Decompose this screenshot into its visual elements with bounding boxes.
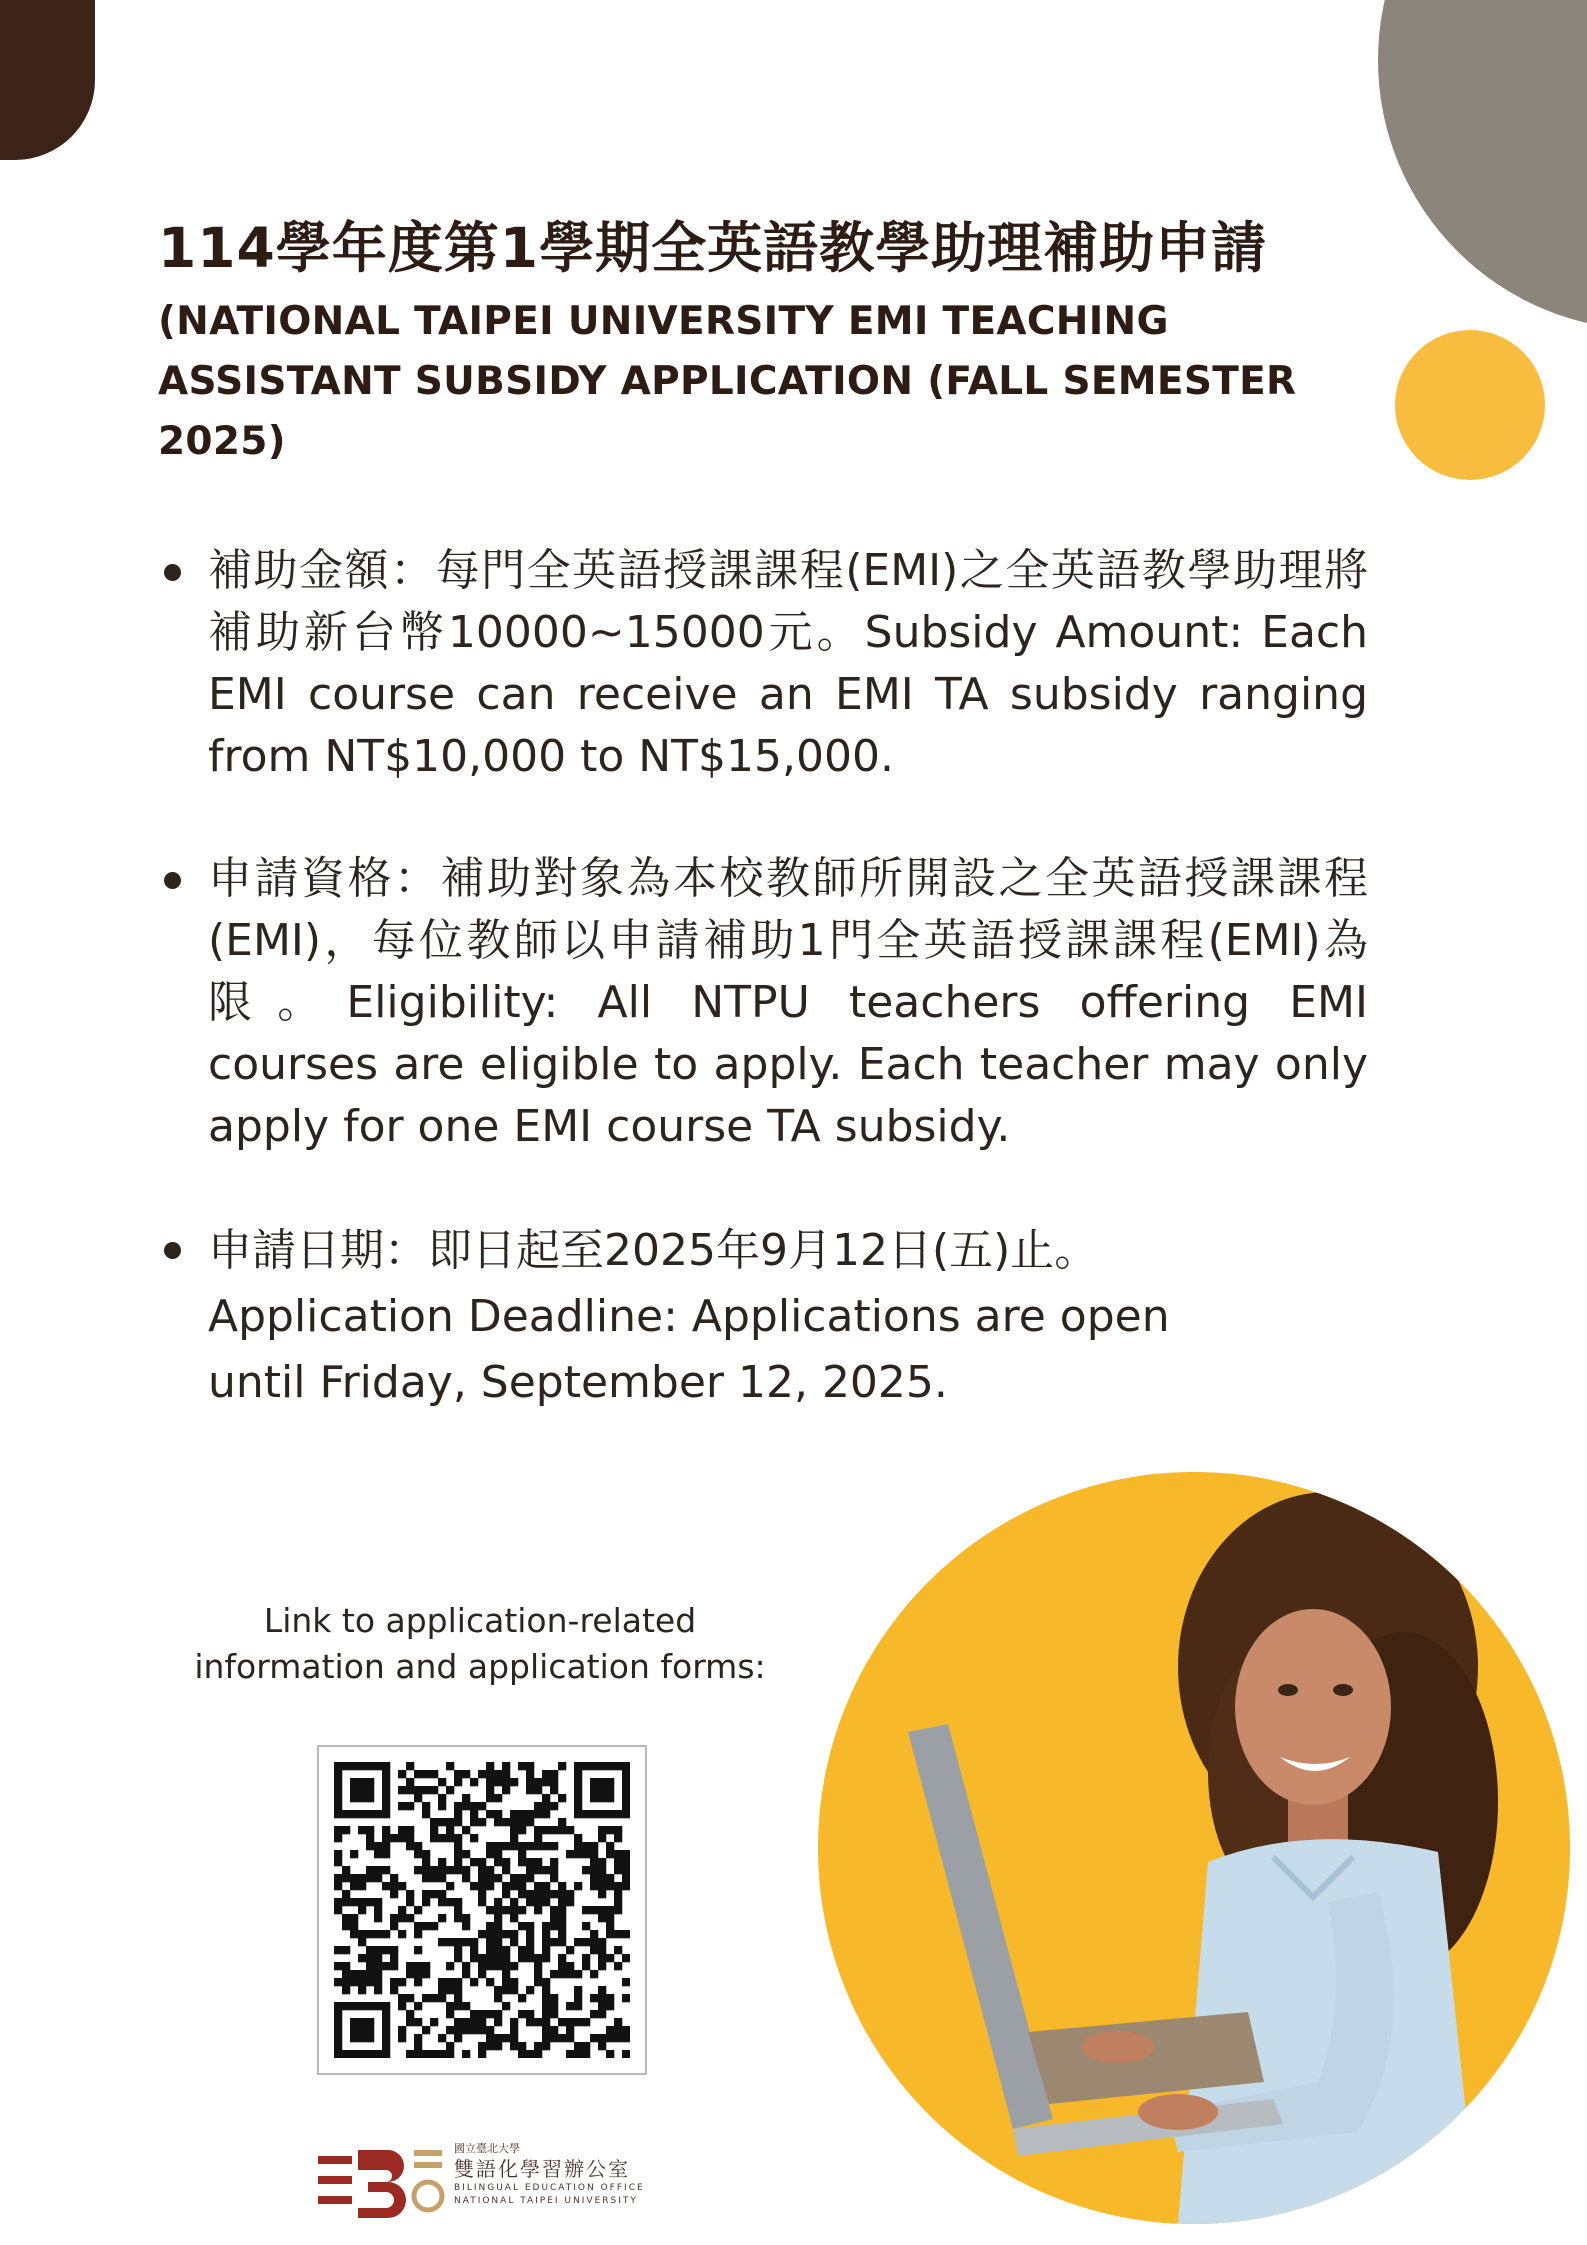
decorative-yellow-circle <box>1395 330 1545 480</box>
subsidy-amount-item <box>158 540 1368 788</box>
decorative-corner-shape <box>0 0 95 160</box>
office-logo <box>318 2140 658 2220</box>
link-caption-line-2: information and application forms: <box>194 1647 766 1686</box>
logo-university-name-en: NATIONAL TAIPEI UNIVERSITY <box>454 2196 638 2206</box>
logo-university-name-zh: 國立臺北大學 <box>454 2142 520 2155</box>
link-caption <box>180 1598 780 1690</box>
photo-woman-with-laptop <box>818 1472 1570 2224</box>
office-logo-mark-icon <box>318 2140 448 2220</box>
bullet-dot-icon <box>164 872 181 889</box>
application-qr-code[interactable] <box>317 1745 647 2075</box>
deadline-text-en-1: Application Deadline: Applications are open <box>208 1291 1170 1342</box>
eligibility-text: 申請資格：補助對象為本校教師所開設之全英語授課課程(EMI)，每位教師以申請補助1門全英語授課課程(EMI)為限。Eligibility: All NTPU teachers offering EMI courses are eligible to apply. Each teacher may only apply for one EMI course TA subsidy. <box>208 853 1368 1152</box>
decorative-gray-circle <box>1378 0 1587 330</box>
bullet-dot-icon <box>164 564 181 581</box>
deadline-text-en-2: until Friday, September 12, 2025. <box>208 1357 948 1408</box>
deadline-item <box>158 1218 1368 1416</box>
office-logo-text <box>454 2142 754 2208</box>
qr-code-icon <box>334 1762 630 2058</box>
link-caption-line-1: Link to application-related <box>263 1601 697 1640</box>
deadline-text-zh: 申請日期：即日起至2025年9月12日(五)止。 <box>208 1225 1099 1276</box>
title-chinese: 114學年度第1學期全英語教學助理補助申請 <box>158 216 1268 280</box>
eligibility-item <box>158 848 1368 1158</box>
logo-office-name-zh: 雙語化學習辦公室 <box>454 2157 630 2181</box>
bullet-dot-icon <box>164 1242 181 1259</box>
title-english: (NATIONAL TAIPEI UNIVERSITY EMI TEACHING ASSISTANT SUBSIDY APPLICATION (FALL SEMESTER 2025) <box>158 299 1297 464</box>
title-block <box>158 212 1388 472</box>
logo-office-name-en: BILINGUAL EDUCATION OFFICE <box>454 2183 645 2193</box>
info-list <box>158 540 1368 1416</box>
woman-with-laptop-illustration <box>818 1472 1570 2224</box>
subsidy-amount-text: 補助金額：每門全英語授課課程(EMI)之全英語教學助理將補助新台幣10000~15000元。Subsidy Amount: Each EMI course can receive an EMI TA subsidy ranging from NT$10,000 to NT$15,000. <box>208 545 1368 782</box>
